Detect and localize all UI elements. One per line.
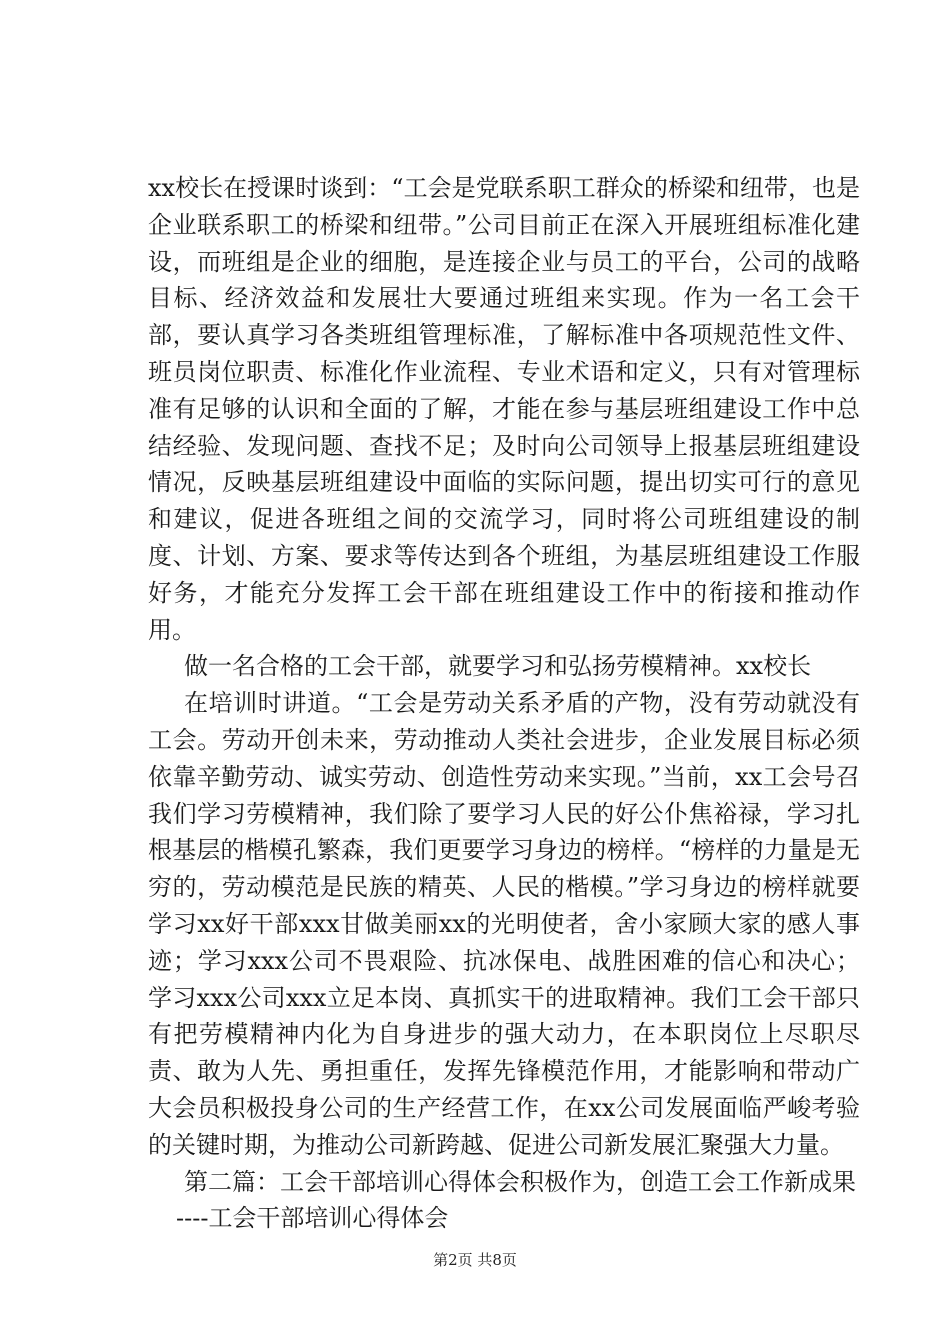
section-subtitle: ----工会干部培训心得体会 (176, 1204, 449, 1233)
section-heading: 第二篇：工会干部培训心得体会积极作为，创造工会工作新成果 (184, 1167, 856, 1196)
paragraph-3: 在培训时讲道。“工会是劳动关系矛盾的产物，没有劳动就没有工会。劳动开创未来，劳动推动人类社会进步，企业发展目标必须依靠辛勤劳动、诚实劳动、创造性劳动来实现。”当前，xx工会号召我们学习劳模精神，我们除了要学习人民的好公仆焦裕禄，学习扎根基层的楷模孔繁森，我们更要学习身边的榜样。“榜样的力量是无穷的，劳动模范是民族的精英、人民的楷模。”学习身边的榜样就要学习xx好干部xxx甘做美丽xx的光明使者，舍小家顾大家的感人事迹；学习xxx公司不畏艰险、抗冰保电、战胜困难的信心和决心；学习xxx公司xxx立足本岗、真抓实干的进取精神。我们工会干部只有把劳模精神内化为自身进步的强大动力，在本职岗位上尽职尽责、敢为人先、勇担重任，发挥先锋模范作用，才能影响和带动广大会员积极投身公司的生产经营工作，在xx公司发展面临严峻考验的关键时期，为推动公司新跨越、促进公司新发展汇聚强大力量。 (148, 689, 860, 1159)
page-footer: 第2页 共8页 (433, 1251, 517, 1269)
paragraph-2: 做一名合格的工会干部，就要学习和弘扬劳模精神。xx校长 (184, 652, 812, 681)
paragraph-1: xx校长在授课时谈到：“工会是党联系职工群众的桥梁和纽带，也是企业联系职工的桥梁和纽带。”公司目前正在深入开展班组标准化建设，而班组是企业的细胞，是连接企业与员工的平台，公司的战略目标、经济效益和发展壮大要通过班组来实现。作为一名工会干部，要认真学习各类班组管理标准，了解标准中各项规范性文件、班员岗位职责、标准化作业流程、专业术语和定义，只有对管理标准有足够的认识和全面的了解，才能在参与基层班组建设工作中总结经验、发现问题、查找不足；及时向公司领导上报基层班组建设情况，反映基层班组建设中面临的实际问题，提出切实可行的意见和建议，促进各班组之间的交流学习，同时将公司班组建设的制度、计划、方案、要求等传达到各个班组，为基层班组建设工作服好务，才能充分发挥工会干部在班组建设工作中的衔接和推动作用。 (148, 174, 860, 644)
document-body (148, 170, 860, 1237)
